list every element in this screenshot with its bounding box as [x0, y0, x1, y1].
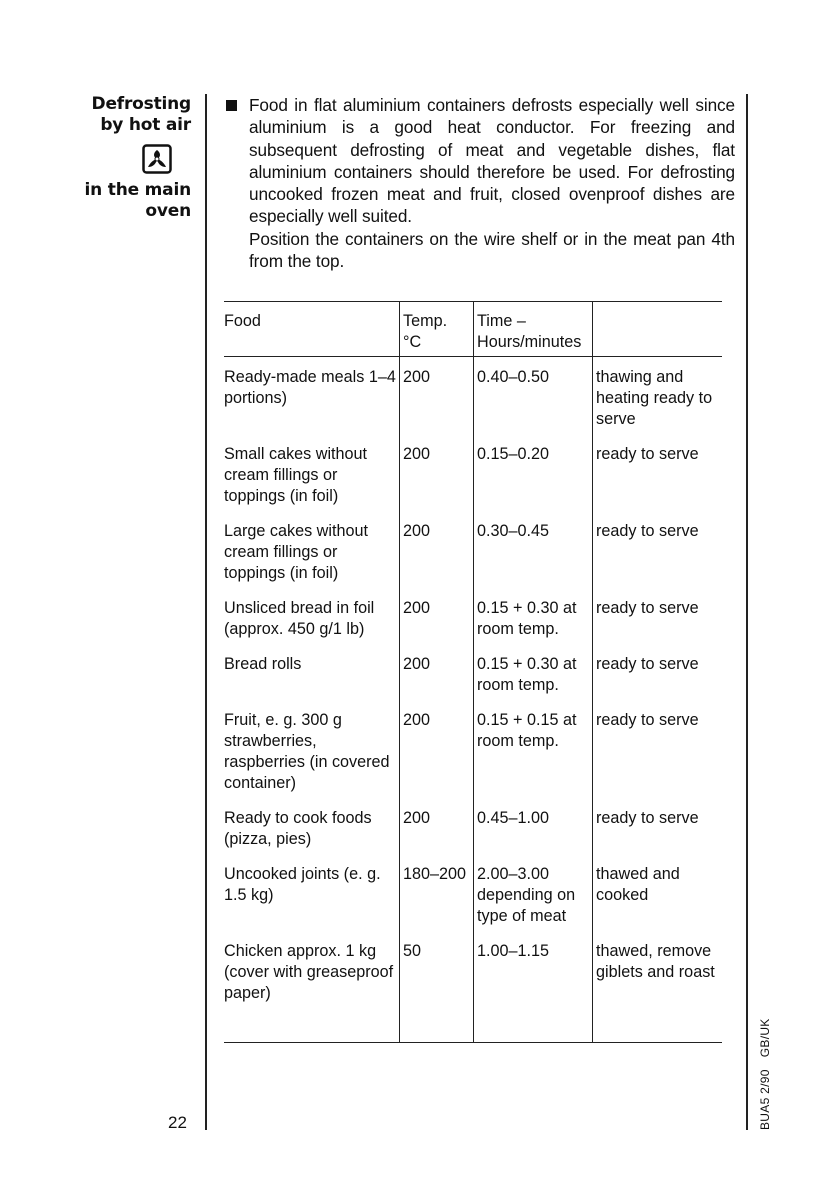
cell-food: Chicken approx. 1 kg (cover with greaseproof paper) — [224, 941, 400, 1043]
table-row — [224, 710, 722, 808]
table-header-row — [224, 302, 722, 357]
cell-food: Uncooked joints (e. g. 1.5 kg) — [224, 865, 381, 904]
defrosting-table — [224, 301, 722, 1043]
heading-line: by hot air — [100, 115, 191, 135]
cell-time: 2.00–3.00 depending on type of meat — [474, 864, 593, 941]
heading-line: oven — [145, 201, 191, 221]
cell-time: 0.30–0.45 — [474, 521, 593, 598]
margin-rule — [205, 94, 207, 1130]
cell-food: Ready-made meals 1–4 portions) — [224, 368, 396, 407]
cell-temp: 200 — [400, 598, 474, 654]
cell-note: ready to serve — [593, 444, 723, 521]
cell-note: thawed, remove giblets and roast — [593, 941, 723, 1043]
cell-note: thawed and cooked — [593, 864, 723, 941]
fan-icon — [142, 144, 172, 174]
table-row — [224, 357, 722, 445]
cell-note: ready to serve — [593, 710, 723, 808]
heading-line: Defrosting — [91, 94, 191, 114]
header-note — [593, 302, 723, 357]
cell-note: ready to serve — [593, 808, 723, 864]
doc-code-text: BUA5 2/90 — [758, 1069, 772, 1130]
section-heading-location — [51, 180, 191, 222]
intro-paragraph: Position the containers on the wire shelf or in the meat pan 4th from the top. — [249, 228, 735, 272]
table-row — [224, 598, 722, 654]
cell-time: 0.40–0.50 — [474, 357, 593, 445]
table-row — [224, 808, 722, 864]
cell-time: 1.00–1.15 — [474, 941, 593, 1043]
page-number: 22 — [168, 1113, 187, 1132]
cell-note: ready to serve — [593, 521, 723, 598]
header-time: Time – Hours/minutes — [474, 302, 593, 357]
heading-line: in the main — [84, 180, 191, 200]
cell-food: Large cakes without cream fillings or toppings (in foil) — [224, 522, 368, 582]
cell-temp: 200 — [400, 444, 474, 521]
cell-note: ready to serve — [593, 654, 723, 710]
table-row — [224, 864, 722, 941]
intro-paragraph: Food in flat aluminium containers defrosts especially well since aluminium is a good heat conductor. For freezing and subsequent defrosting of meat and vegetable dishes, flat aluminium containers should therefore be used. For defrosting uncooked frozen meat and fruit, closed ovenproof dishes are especially well suited. — [249, 95, 735, 227]
cell-note: thawing and heating ready to serve — [593, 357, 723, 445]
document-code — [758, 1018, 772, 1130]
cell-temp: 200 — [400, 808, 474, 864]
cell-time: 0.15 + 0.15 at room temp. — [474, 710, 593, 808]
cell-time: 0.15 + 0.30 at room temp. — [474, 598, 593, 654]
cell-food: Ready to cook foods (pizza, pies) — [224, 809, 372, 848]
cell-food: Unsliced bread in foil (approx. 450 g/1 lb) — [224, 599, 375, 638]
cell-temp: 50 — [400, 941, 474, 1043]
header-temp: Temp. °C — [400, 302, 474, 357]
table-row — [224, 444, 722, 521]
cell-temp: 180–200 — [400, 864, 474, 941]
doc-lang-text: GB/UK — [758, 1018, 772, 1058]
cell-note: ready to serve — [593, 598, 723, 654]
margin-rule — [746, 94, 748, 1130]
cell-time: 0.15 + 0.30 at room temp. — [474, 654, 593, 710]
section-heading — [51, 94, 191, 136]
table-row — [224, 521, 722, 598]
cell-food: Small cakes without cream fillings or toppings (in foil) — [224, 445, 368, 505]
table-row — [224, 654, 722, 710]
bullet-square — [226, 100, 237, 111]
cell-temp: 200 — [400, 357, 474, 445]
cell-temp: 200 — [400, 654, 474, 710]
header-food: Food — [224, 302, 400, 357]
cell-temp: 200 — [400, 710, 474, 808]
cell-time: 0.15–0.20 — [474, 444, 593, 521]
cell-temp: 200 — [400, 521, 474, 598]
cell-food: Bread rolls — [224, 655, 302, 673]
intro-text — [249, 94, 735, 272]
table-row — [224, 941, 722, 1043]
cell-time: 0.45–1.00 — [474, 808, 593, 864]
cell-food: Fruit, e. g. 300 g strawberries, raspberries (in covered container) — [224, 711, 390, 792]
